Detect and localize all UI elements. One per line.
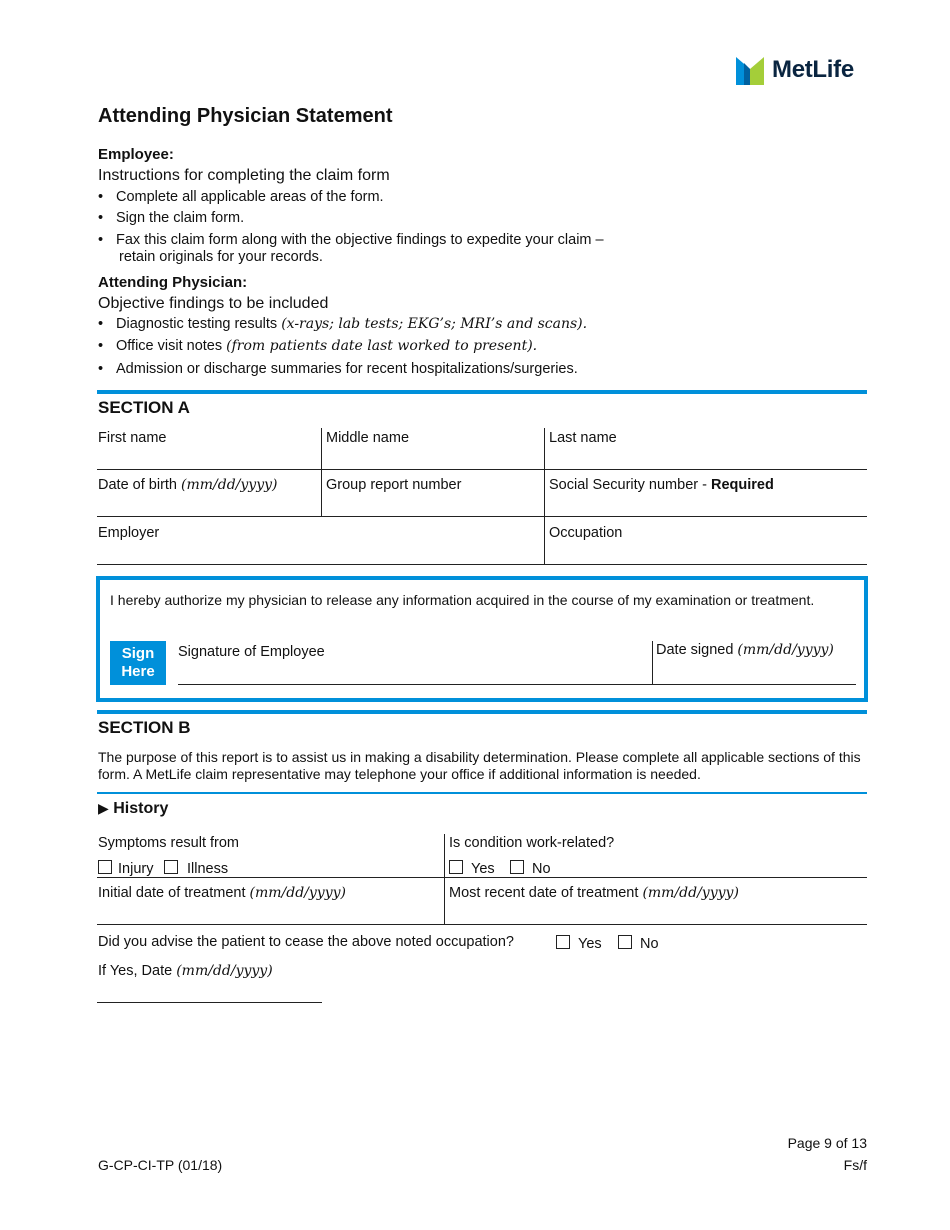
cease-occupation-question: Did you advise the patient to cease the above noted occupation? bbox=[98, 934, 514, 950]
authorization-text: I hereby authorize my physician to release any information acquired in the course of my examination or treatment. bbox=[110, 592, 815, 608]
illness-option[interactable]: Illness bbox=[164, 860, 228, 877]
divider bbox=[321, 428, 322, 469]
history-rule bbox=[97, 792, 867, 794]
cease-no-checkbox[interactable] bbox=[618, 935, 632, 949]
triangle-right-icon: ▶ bbox=[98, 800, 109, 816]
field-underline bbox=[97, 1002, 322, 1003]
section-a-heading: SECTION A bbox=[98, 398, 190, 417]
physician-findings bbox=[98, 316, 587, 382]
logo-wordmark: MetLife bbox=[772, 56, 854, 83]
signature-of-employee-field[interactable]: Signature of Employee bbox=[178, 644, 325, 660]
physician-heading: Attending Physician: bbox=[98, 274, 248, 291]
injury-option[interactable]: Injury bbox=[98, 860, 153, 877]
employee-subheading: Instructions for completing the claim form bbox=[98, 167, 390, 184]
group-report-number-field[interactable]: Group report number bbox=[326, 477, 462, 493]
field-underline bbox=[97, 924, 867, 925]
employee-instructions bbox=[98, 189, 604, 271]
work-related-yes-checkbox[interactable] bbox=[449, 860, 463, 874]
list-item: • Complete all applicable areas of the form. bbox=[98, 189, 384, 205]
form-code: Fs/f bbox=[843, 1157, 867, 1173]
form-id: G-CP-CI-TP (01/18) bbox=[98, 1157, 223, 1173]
cease-yes-checkbox[interactable] bbox=[556, 935, 570, 949]
divider bbox=[544, 428, 545, 469]
history-heading: ▶ History bbox=[98, 800, 169, 817]
metlife-mark-icon bbox=[736, 55, 768, 85]
illness-checkbox[interactable] bbox=[164, 860, 178, 874]
list-item: • Fax this claim form along with the objective findings to expedite your claim – bbox=[98, 231, 604, 248]
divider bbox=[544, 470, 545, 516]
divider bbox=[321, 470, 322, 516]
middle-name-field[interactable]: Middle name bbox=[326, 430, 410, 446]
divider bbox=[652, 641, 653, 685]
list-item: • Office visit notes (from patients date last worked to present). bbox=[98, 338, 538, 355]
field-underline bbox=[97, 469, 867, 470]
recent-treatment-date-field[interactable]: Most recent date of treatment (mm/dd/yyyy) bbox=[449, 885, 739, 901]
first-name-field[interactable]: First name bbox=[98, 430, 167, 446]
physician-subheading: Objective findings to be included bbox=[98, 295, 329, 312]
section-a-rule bbox=[97, 390, 867, 394]
section-b-rule bbox=[97, 710, 867, 714]
last-name-field[interactable]: Last name bbox=[549, 430, 617, 446]
list-item: • Admission or discharge summaries for recent hospitalizations/surgeries. bbox=[98, 360, 578, 377]
date-of-birth-field[interactable]: Date of birth (mm/dd/yyyy) bbox=[98, 477, 278, 493]
employer-field[interactable]: Employer bbox=[98, 525, 160, 541]
date-signed-field[interactable]: Date signed (mm/dd/yyyy) bbox=[656, 642, 834, 658]
cease-yes-option[interactable]: Yes bbox=[556, 935, 602, 952]
work-related-no-checkbox[interactable] bbox=[510, 860, 524, 874]
page-title: Attending Physician Statement bbox=[98, 105, 393, 127]
list-item: • Sign the claim form. bbox=[98, 210, 245, 227]
employee-heading: Employee: bbox=[98, 146, 174, 163]
occupation-field[interactable]: Occupation bbox=[549, 525, 623, 541]
initial-treatment-date-field[interactable]: Initial date of treatment (mm/dd/yyyy) bbox=[98, 885, 346, 901]
injury-checkbox[interactable] bbox=[98, 860, 112, 874]
if-yes-date-field[interactable]: If Yes, Date (mm/dd/yyyy) bbox=[98, 963, 273, 979]
work-related-label: Is condition work-related? bbox=[449, 835, 615, 851]
field-underline bbox=[97, 516, 867, 517]
section-b-intro: The purpose of this report is to assist us in making a disability determination. Please complete all applicable sections of this form. A MetLife claim representative may telephone your office if additional information is needed. bbox=[98, 749, 861, 782]
ssn-field[interactable]: Social Security number - Required bbox=[549, 477, 774, 493]
symptoms-label: Symptoms result from bbox=[98, 835, 239, 851]
work-related-no-option[interactable]: No bbox=[510, 860, 551, 877]
divider bbox=[444, 834, 445, 924]
work-related-yes-option[interactable]: Yes bbox=[449, 860, 495, 877]
field-underline bbox=[97, 564, 867, 565]
signature-underline bbox=[178, 684, 856, 685]
divider bbox=[544, 517, 545, 564]
sign-here-badge: Sign Here bbox=[110, 641, 166, 685]
list-item: • Diagnostic testing results (x-rays; lab tests; EKG’s; MRI’s and scans). bbox=[98, 316, 588, 332]
field-underline bbox=[97, 877, 867, 878]
list-item-continuation: retain originals for your records. bbox=[119, 249, 323, 266]
section-b-heading: SECTION B bbox=[98, 718, 191, 737]
metlife-logo bbox=[736, 54, 854, 86]
cease-no-option[interactable]: No bbox=[618, 935, 659, 952]
page-number: Page 9 of 13 bbox=[787, 1135, 867, 1151]
